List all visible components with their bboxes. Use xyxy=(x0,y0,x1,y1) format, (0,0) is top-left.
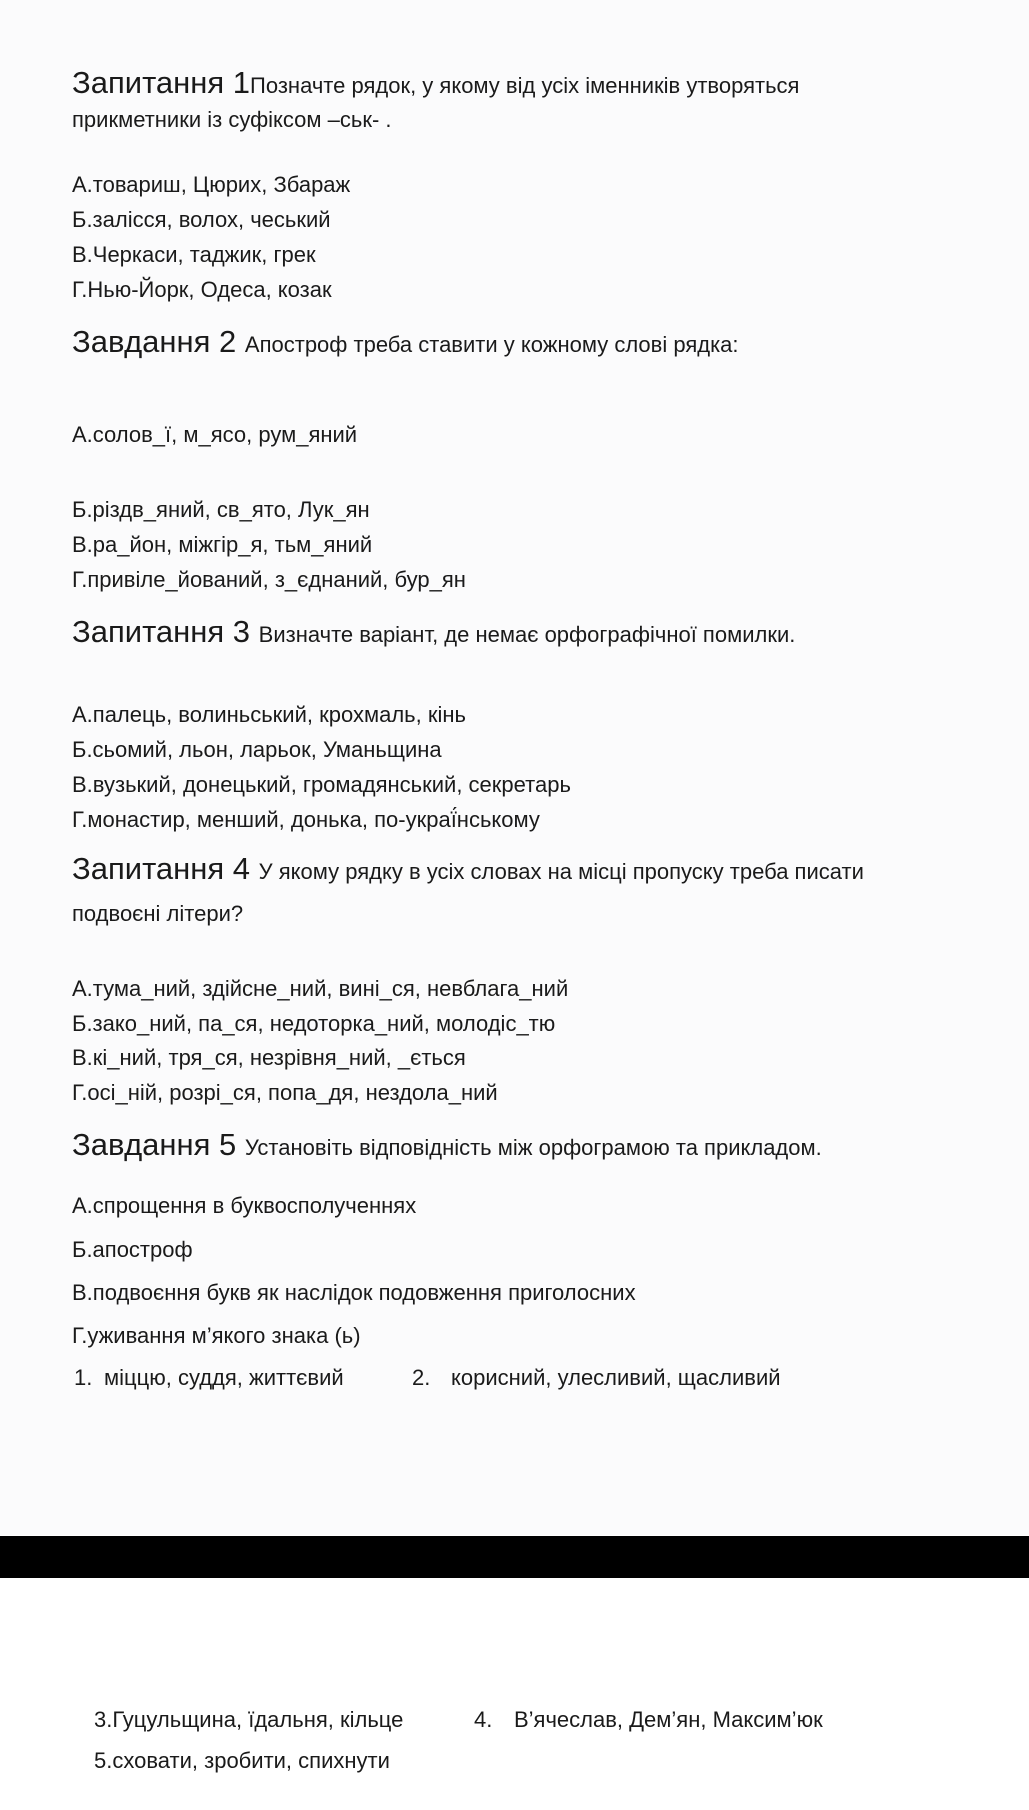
q3-option-b: Б.сьомий, льон, ларьок, Уманьщина xyxy=(72,737,442,762)
q5-option-d: Г.уживання м’якого знака (ь) xyxy=(72,1323,361,1348)
q5-answer-5: 5.сховати, зробити, спихнути xyxy=(94,1748,390,1773)
q1-option-c: В.Черкаси, таджик, грек xyxy=(72,242,316,267)
q5-text: Установіть відповідність між орфограмою та прикладом. xyxy=(244,1135,822,1160)
q5-answer-3: 3.Гуцульщина, їдальня, кільце xyxy=(94,1707,404,1732)
q5-answer-4-number: 4. xyxy=(474,1707,493,1732)
q5-heading: Завдання 5 xyxy=(72,1127,237,1162)
q4-option-a: А.тума_ний, здійсне_ний, вині_ся, невблага_ний xyxy=(72,976,569,1001)
q5-answer-1: міццю, суддя, життєвий xyxy=(104,1365,344,1390)
q3-heading: Запитання 3 xyxy=(72,614,251,649)
black-divider-bar xyxy=(0,1536,1029,1578)
q2-text: Апостроф треба ставити у кожному слові рядка: xyxy=(244,332,739,357)
q4-text-line2: подвоєні літери? xyxy=(72,901,244,926)
q4-option-b: Б.зако_ний, па_ся, недоторка_ний, молодіс_тю xyxy=(72,1011,556,1036)
q4-heading-line xyxy=(72,850,864,891)
q2-option-b: Б.різдв_яний, св_ято, Лук_ян xyxy=(72,497,370,522)
q5-answer-2-number: 2. xyxy=(412,1365,431,1390)
q4-option-d: Г.осі_ній, розрі_ся, попа_дя, нездола_ний xyxy=(72,1080,498,1105)
q4-heading: Запитання 4 xyxy=(72,851,251,886)
q5-option-c: В.подвоєння букв як наслідок подовження приголосних xyxy=(72,1280,636,1305)
q3-option-d: Г.монастир, менший, донька, по-украї́нському xyxy=(72,807,540,832)
q5-answer-4: В’ячеслав, Дем’ян, Максим’юк xyxy=(514,1707,823,1732)
q1-option-d: Г.Нью-Йорк, Одеса, козак xyxy=(72,277,332,302)
q2-option-d: Г.привіле_йований, з_єднаний, бур_ян xyxy=(72,567,466,592)
q3-option-c: В.вузький, донецький, громадянський, секретарь xyxy=(72,772,571,797)
q1-heading: Запитання 1 xyxy=(72,65,251,100)
q3-heading-line xyxy=(72,613,795,654)
document-sheet-bottom xyxy=(0,1578,1029,1810)
q1-text-line2: прикметники із суфіксом –ськ- . xyxy=(72,107,392,132)
q3-option-a: А.палець, волиньський, крохмаль, кінь xyxy=(72,702,466,727)
q5-answer-1-number: 1. xyxy=(74,1365,93,1390)
q4-option-c: В.кі_ний, тря_ся, незрівня_ний, _ється xyxy=(72,1045,466,1070)
q5-option-b: Б.апостроф xyxy=(72,1237,193,1262)
q1-option-a: А.товариш, Цюрих, Збараж xyxy=(72,172,351,197)
q2-option-a: А.солов_ї, м_ясо, рум_яний xyxy=(72,422,358,447)
q5-heading-line xyxy=(72,1126,822,1167)
q1-heading-line xyxy=(72,64,799,105)
q3-text: Визначте варіант, де немає орфографічної помилки. xyxy=(258,622,796,647)
q2-option-c: В.ра_йон, міжгір_я, тьм_яний xyxy=(72,532,373,557)
q2-heading: Завдання 2 xyxy=(72,324,237,359)
q1-option-b: Б.залісся, волох, чеський xyxy=(72,207,331,232)
q5-option-a: А.спрощення в буквосполученнях xyxy=(72,1193,417,1218)
q2-heading-line xyxy=(72,323,739,364)
q5-answer-2: корисний, улесливий, щасливий xyxy=(451,1365,781,1390)
q4-text-line1: У якому рядку в усіх словах на місці пропуску треба писати xyxy=(258,859,864,884)
q1-text-line1: Позначте рядок, у якому від усіх іменників утворяться xyxy=(250,73,800,98)
